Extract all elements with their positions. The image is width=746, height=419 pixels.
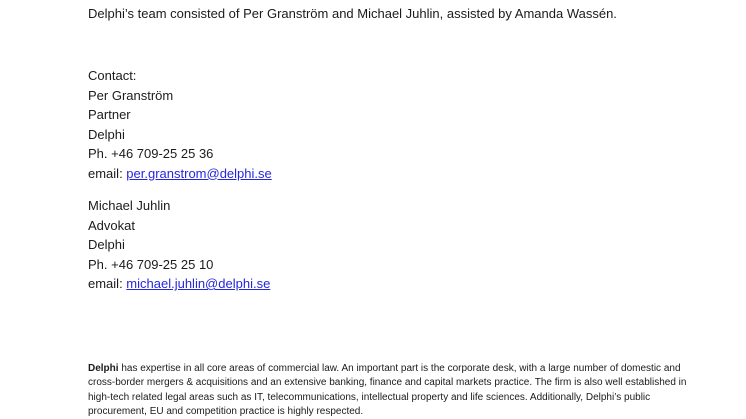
email-link[interactable]: michael.juhlin@delphi.se <box>126 276 271 291</box>
contact-phone: Ph. +46 709-25 25 10 <box>88 256 214 272</box>
footer-line <box>88 362 746 377</box>
contact-block-per-granstrom <box>88 66 746 183</box>
contact-email-line <box>88 164 746 184</box>
contact-title: Advokat <box>88 217 135 233</box>
footer-paragraph <box>88 362 746 419</box>
contact-phone: Ph. +46 709-25 25 36 <box>88 146 214 161</box>
contact-title: Partner <box>88 107 131 122</box>
footer-line-text: has expertise in all core areas of commercial law. An important part is the corporate desk, with a large number of domestic and <box>118 362 681 374</box>
contact-name: Michael Juhlin <box>88 198 171 213</box>
contact-company: Delphi <box>88 237 125 252</box>
contact-block-michael-juhlin <box>88 196 746 294</box>
intro-paragraph: Delphi’s team consisted of Per Granström and Michael Juhlin, assisted by Amanda Wassén. <box>88 6 617 21</box>
email-label: email: <box>88 165 127 181</box>
contact-name: Per Granström <box>88 87 174 103</box>
footer-line: high-tech related legal areas such as IT, telecommunications, intellectual property and life sciences. Additionally, Delphi’s public <box>88 391 651 403</box>
footer-line: procurement, EU and competition practice is highly respected. <box>88 406 364 417</box>
footer-line: cross-border mergers & acquisitions and an extensive banking, finance and capital markets practice. The firm is also well established in <box>88 377 687 388</box>
footer-bold-lead: Delphi <box>88 362 119 374</box>
contact-email-line <box>88 274 746 294</box>
email-link[interactable]: per.granstrom@delphi.se <box>126 165 272 181</box>
contact-heading: Contact: <box>88 68 137 83</box>
email-label: email: <box>88 276 127 291</box>
contact-company: Delphi <box>88 126 125 142</box>
